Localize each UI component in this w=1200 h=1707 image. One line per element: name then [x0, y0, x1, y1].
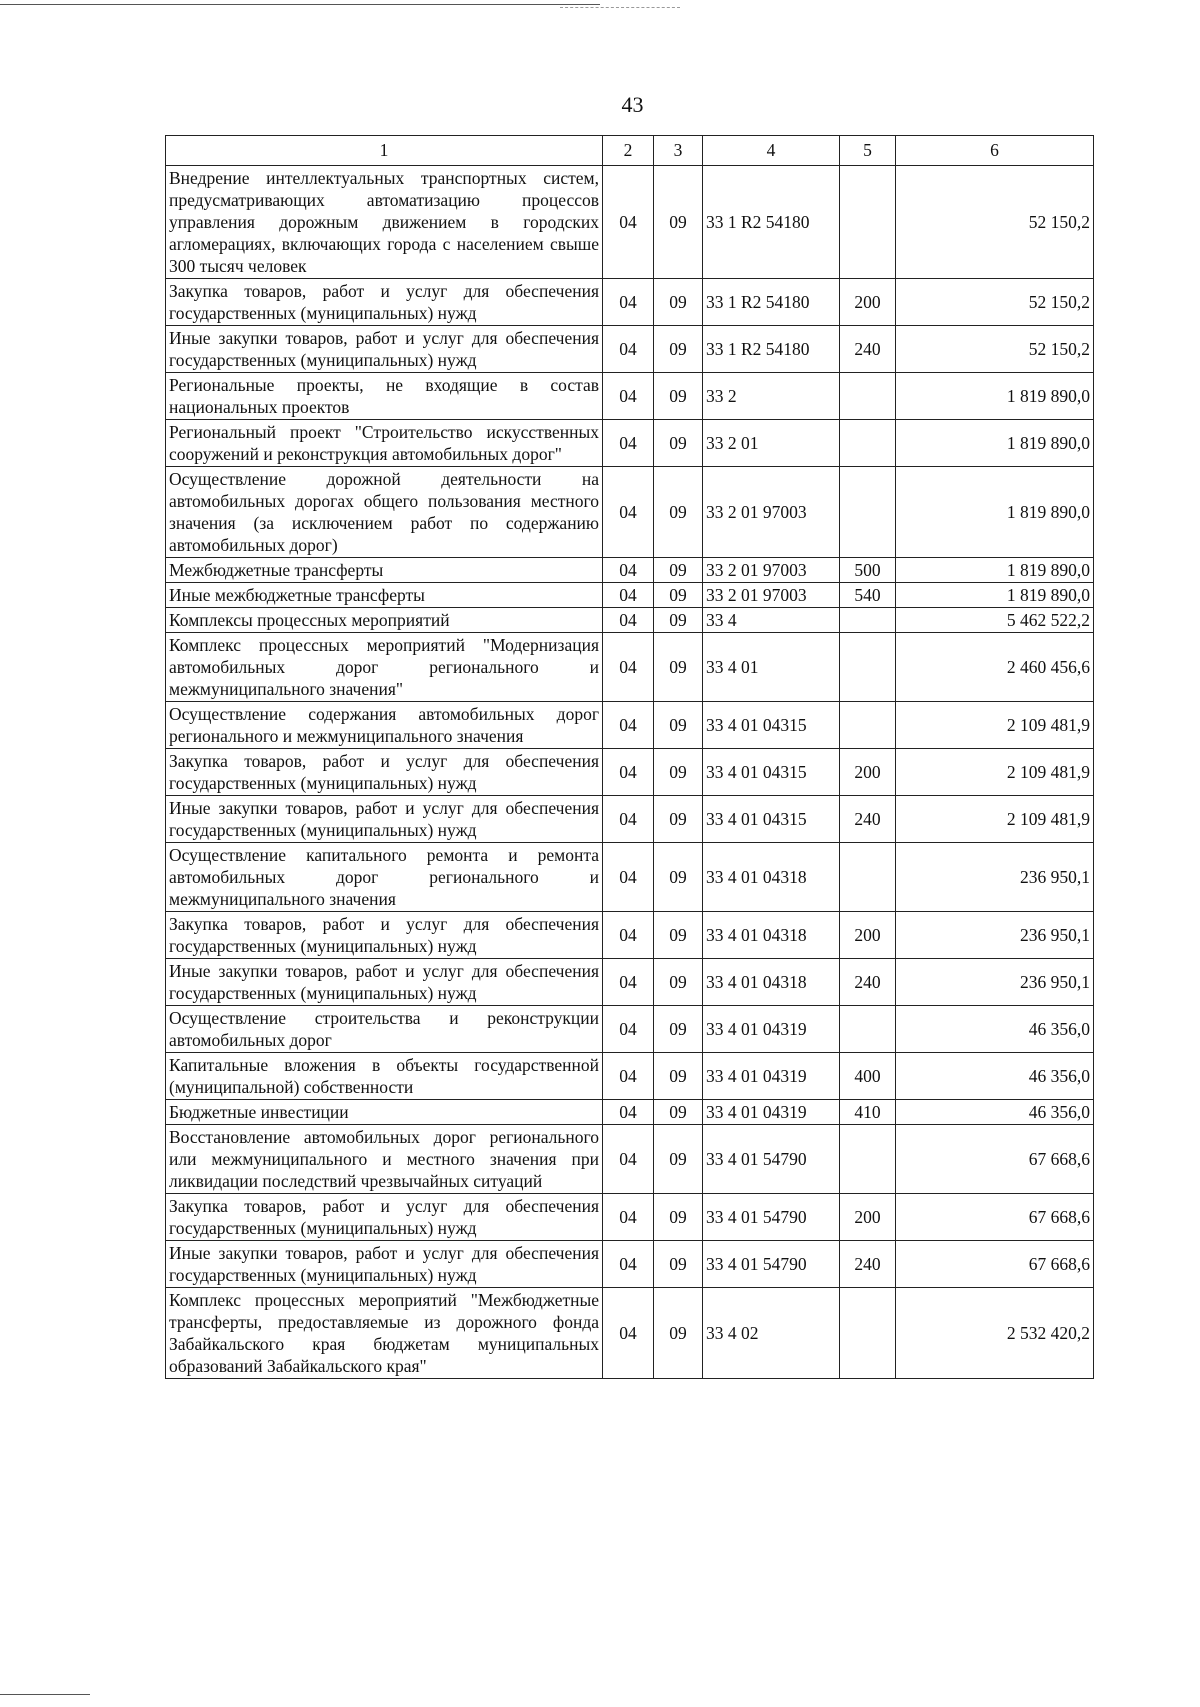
row-target-article-code: 33 4 01	[703, 633, 840, 702]
row-section-code: 04	[603, 1241, 654, 1288]
table-row	[166, 1288, 1094, 1379]
table-row	[166, 583, 1094, 608]
row-target-article-code: 33 1 R2 54180	[703, 166, 840, 279]
row-expense-type-code: 500	[840, 558, 896, 583]
row-expense-type-code: 410	[840, 1100, 896, 1125]
row-expense-type-code	[840, 633, 896, 702]
row-section-code: 04	[603, 702, 654, 749]
row-target-article-code: 33 2 01 97003	[703, 558, 840, 583]
row-subsection-code: 09	[654, 1006, 703, 1053]
row-name: Иные закупки товаров, работ и услуг для обеспечения государственных (муниципальных) нужд	[166, 326, 603, 373]
row-subsection-code: 09	[654, 749, 703, 796]
row-section-code: 04	[603, 467, 654, 558]
row-name: Бюджетные инвестиции	[166, 1100, 603, 1125]
row-section-code: 04	[603, 749, 654, 796]
row-expense-type-code	[840, 843, 896, 912]
row-name: Капитальные вложения в объекты государственной (муниципальной) собственности	[166, 1053, 603, 1100]
row-amount: 2 460 456,6	[896, 633, 1094, 702]
table-row	[166, 702, 1094, 749]
row-subsection-code: 09	[654, 1100, 703, 1125]
table-row	[166, 1194, 1094, 1241]
table-row	[166, 796, 1094, 843]
table-row	[166, 279, 1094, 326]
row-name: Внедрение интеллектуальных транспортных систем, предусматривающих автоматизацию процессов управления дорожным движением в городских агломерациях, включающих города с населением свыше 300 тысяч человек	[166, 166, 603, 279]
row-name: Закупка товаров, работ и услуг для обеспечения государственных (муниципальных) нужд	[166, 912, 603, 959]
row-name: Восстановление автомобильных дорог регионального или межмуниципального и местного значения при ликвидации последствий чрезвычайных ситуаций	[166, 1125, 603, 1194]
row-section-code: 04	[603, 959, 654, 1006]
row-amount: 1 819 890,0	[896, 420, 1094, 467]
scan-edge-top	[0, 4, 600, 5]
row-subsection-code: 09	[654, 326, 703, 373]
row-subsection-code: 09	[654, 1053, 703, 1100]
row-name: Осуществление дорожной деятельности на автомобильных дорогах общего пользования местного значения (за исключением работ по содержанию автомобильных дорог)	[166, 467, 603, 558]
row-target-article-code: 33 4 01 04319	[703, 1053, 840, 1100]
row-amount: 67 668,6	[896, 1194, 1094, 1241]
row-name: Иные закупки товаров, работ и услуг для обеспечения государственных (муниципальных) нужд	[166, 1241, 603, 1288]
row-expense-type-code	[840, 467, 896, 558]
row-target-article-code: 33 2 01	[703, 420, 840, 467]
header-col-3: 3	[654, 136, 703, 166]
row-amount: 236 950,1	[896, 843, 1094, 912]
row-amount: 67 668,6	[896, 1241, 1094, 1288]
table-row	[166, 912, 1094, 959]
row-amount: 46 356,0	[896, 1006, 1094, 1053]
row-expense-type-code: 400	[840, 1053, 896, 1100]
row-section-code: 04	[603, 633, 654, 702]
row-subsection-code: 09	[654, 796, 703, 843]
row-target-article-code: 33 4 01 54790	[703, 1194, 840, 1241]
row-target-article-code: 33 4 01 04315	[703, 796, 840, 843]
row-subsection-code: 09	[654, 633, 703, 702]
row-expense-type-code: 200	[840, 1194, 896, 1241]
row-section-code: 04	[603, 1100, 654, 1125]
row-subsection-code: 09	[654, 279, 703, 326]
row-expense-type-code: 200	[840, 749, 896, 796]
row-amount: 1 819 890,0	[896, 558, 1094, 583]
row-subsection-code: 09	[654, 843, 703, 912]
row-target-article-code: 33 4 01 54790	[703, 1125, 840, 1194]
row-name: Осуществление строительства и реконструкции автомобильных дорог	[166, 1006, 603, 1053]
table-header-row	[166, 136, 1094, 166]
row-amount: 2 532 420,2	[896, 1288, 1094, 1379]
row-amount: 52 150,2	[896, 326, 1094, 373]
row-section-code: 04	[603, 608, 654, 633]
row-target-article-code: 33 4	[703, 608, 840, 633]
row-amount: 5 462 522,2	[896, 608, 1094, 633]
table-row	[166, 608, 1094, 633]
table-row	[166, 843, 1094, 912]
row-expense-type-code	[840, 1288, 896, 1379]
row-expense-type-code: 240	[840, 1241, 896, 1288]
header-col-1: 1	[166, 136, 603, 166]
header-col-6: 6	[896, 136, 1094, 166]
row-target-article-code: 33 4 01 04318	[703, 959, 840, 1006]
row-subsection-code: 09	[654, 608, 703, 633]
row-amount: 2 109 481,9	[896, 796, 1094, 843]
row-expense-type-code	[840, 608, 896, 633]
row-amount: 52 150,2	[896, 166, 1094, 279]
row-name: Иные закупки товаров, работ и услуг для обеспечения государственных (муниципальных) нужд	[166, 959, 603, 1006]
row-amount: 1 819 890,0	[896, 467, 1094, 558]
row-target-article-code: 33 4 01 04315	[703, 749, 840, 796]
row-section-code: 04	[603, 420, 654, 467]
row-name: Комплекс процессных мероприятий "Межбюджетные трансферты, предоставляемые из дорожного фонда Забайкальского края бюджетам муниципальных образований Забайкальского края"	[166, 1288, 603, 1379]
row-target-article-code: 33 4 01 04319	[703, 1100, 840, 1125]
row-subsection-code: 09	[654, 1288, 703, 1379]
row-name: Межбюджетные трансферты	[166, 558, 603, 583]
row-section-code: 04	[603, 1288, 654, 1379]
row-expense-type-code	[840, 373, 896, 420]
row-section-code: 04	[603, 166, 654, 279]
row-target-article-code: 33 4 02	[703, 1288, 840, 1379]
row-subsection-code: 09	[654, 166, 703, 279]
row-name: Региональные проекты, не входящие в состав национальных проектов	[166, 373, 603, 420]
row-amount: 67 668,6	[896, 1125, 1094, 1194]
header-col-4: 4	[703, 136, 840, 166]
row-section-code: 04	[603, 912, 654, 959]
row-target-article-code: 33 2	[703, 373, 840, 420]
row-section-code: 04	[603, 326, 654, 373]
scan-edge-top-dashed	[560, 7, 680, 8]
row-target-article-code: 33 1 R2 54180	[703, 326, 840, 373]
row-expense-type-code: 540	[840, 583, 896, 608]
row-amount: 2 109 481,9	[896, 702, 1094, 749]
page-number: 43	[621, 92, 644, 117]
row-amount: 236 950,1	[896, 912, 1094, 959]
row-section-code: 04	[603, 558, 654, 583]
row-amount: 236 950,1	[896, 959, 1094, 1006]
row-subsection-code: 09	[654, 467, 703, 558]
scan-edge-bottom	[0, 1694, 90, 1695]
table-row	[166, 1006, 1094, 1053]
row-target-article-code: 33 4 01 04318	[703, 843, 840, 912]
row-amount: 1 819 890,0	[896, 583, 1094, 608]
row-name: Закупка товаров, работ и услуг для обеспечения государственных (муниципальных) нужд	[166, 749, 603, 796]
row-expense-type-code	[840, 702, 896, 749]
row-amount: 46 356,0	[896, 1053, 1094, 1100]
row-subsection-code: 09	[654, 373, 703, 420]
budget-table	[165, 135, 1094, 1379]
header-col-2: 2	[603, 136, 654, 166]
table-row	[166, 749, 1094, 796]
row-name: Осуществление содержания автомобильных дорог регионального и межмуниципального значения	[166, 702, 603, 749]
row-section-code: 04	[603, 279, 654, 326]
row-section-code: 04	[603, 1053, 654, 1100]
row-name: Комплекс процессных мероприятий "Модернизация автомобильных дорог регионального и межмуниципального значения"	[166, 633, 603, 702]
row-section-code: 04	[603, 1194, 654, 1241]
table-row	[166, 959, 1094, 1006]
row-amount: 46 356,0	[896, 1100, 1094, 1125]
row-section-code: 04	[603, 843, 654, 912]
table-row	[166, 1053, 1094, 1100]
row-expense-type-code: 240	[840, 959, 896, 1006]
row-expense-type-code	[840, 420, 896, 467]
table-row	[166, 420, 1094, 467]
table-row	[166, 166, 1094, 279]
row-section-code: 04	[603, 796, 654, 843]
row-name: Иные закупки товаров, работ и услуг для обеспечения государственных (муниципальных) нужд	[166, 796, 603, 843]
row-expense-type-code: 240	[840, 796, 896, 843]
table-row	[166, 633, 1094, 702]
row-expense-type-code: 200	[840, 912, 896, 959]
table-row	[166, 1100, 1094, 1125]
row-target-article-code: 33 4 01 54790	[703, 1241, 840, 1288]
table-row	[166, 467, 1094, 558]
table-row	[166, 326, 1094, 373]
row-subsection-code: 09	[654, 558, 703, 583]
table-row	[166, 1241, 1094, 1288]
row-name: Закупка товаров, работ и услуг для обеспечения государственных (муниципальных) нужд	[166, 279, 603, 326]
row-subsection-code: 09	[654, 959, 703, 1006]
row-name: Региональный проект "Строительство искусственных сооружений и реконструкция автомобильных дорог"	[166, 420, 603, 467]
row-target-article-code: 33 2 01 97003	[703, 467, 840, 558]
row-name: Иные межбюджетные трансферты	[166, 583, 603, 608]
row-subsection-code: 09	[654, 702, 703, 749]
row-section-code: 04	[603, 583, 654, 608]
row-name: Осуществление капитального ремонта и ремонта автомобильных дорог регионального и межмуниципального значения	[166, 843, 603, 912]
row-subsection-code: 09	[654, 583, 703, 608]
row-section-code: 04	[603, 373, 654, 420]
row-target-article-code: 33 1 R2 54180	[703, 279, 840, 326]
row-subsection-code: 09	[654, 420, 703, 467]
row-subsection-code: 09	[654, 912, 703, 959]
row-subsection-code: 09	[654, 1241, 703, 1288]
row-section-code: 04	[603, 1125, 654, 1194]
table-row	[166, 558, 1094, 583]
row-target-article-code: 33 2 01 97003	[703, 583, 840, 608]
row-target-article-code: 33 4 01 04319	[703, 1006, 840, 1053]
row-expense-type-code: 200	[840, 279, 896, 326]
header-col-5: 5	[840, 136, 896, 166]
row-amount: 2 109 481,9	[896, 749, 1094, 796]
row-expense-type-code	[840, 1006, 896, 1053]
row-subsection-code: 09	[654, 1194, 703, 1241]
table-row	[166, 373, 1094, 420]
row-name: Комплексы процессных мероприятий	[166, 608, 603, 633]
row-subsection-code: 09	[654, 1125, 703, 1194]
row-name: Закупка товаров, работ и услуг для обеспечения государственных (муниципальных) нужд	[166, 1194, 603, 1241]
row-section-code: 04	[603, 1006, 654, 1053]
row-target-article-code: 33 4 01 04318	[703, 912, 840, 959]
row-amount: 1 819 890,0	[896, 373, 1094, 420]
row-expense-type-code	[840, 1125, 896, 1194]
row-amount: 52 150,2	[896, 279, 1094, 326]
row-expense-type-code	[840, 166, 896, 279]
table-row	[166, 1125, 1094, 1194]
row-target-article-code: 33 4 01 04315	[703, 702, 840, 749]
row-expense-type-code: 240	[840, 326, 896, 373]
